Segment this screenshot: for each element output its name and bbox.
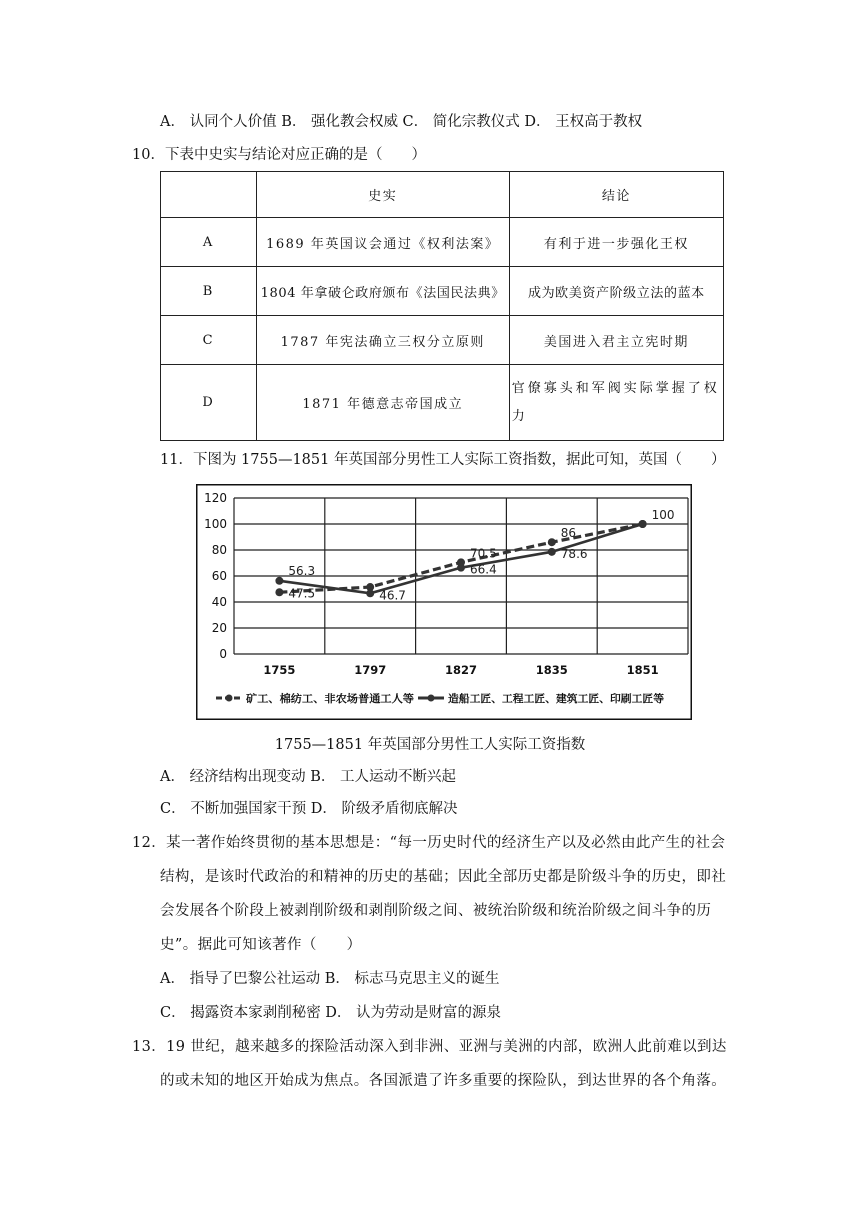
x-tick-label: 1827: [444, 663, 478, 677]
header-option: [161, 172, 257, 218]
y-tick-label: 60: [211, 569, 227, 583]
q12-stem-line3: 会发展各个阶段上被剥削阶级和剥削阶级之间、被统治阶级和统治阶级之间斗争的历: [160, 903, 712, 919]
chart-caption: 1755—1851 年英国部分男性工人实际工资指数: [274, 737, 586, 753]
q13-stem-line1: 13．19 世纪，越来越多的探险活动深入到非洲、亚洲与美洲的内部，欧洲人此前难以到达: [132, 1039, 727, 1055]
row-option: C: [161, 316, 257, 365]
q12-stem-line4: 史”。据此可知该著作（ ）: [160, 937, 362, 953]
table-header-row: [161, 172, 724, 218]
row-conclusion: 成为欧美资产阶级立法的蓝本: [509, 267, 723, 316]
y-tick-label: 120: [204, 491, 227, 505]
table-row: [161, 365, 724, 441]
x-tick-label: 1835: [535, 663, 568, 677]
legend-marker: [226, 695, 233, 702]
series-point: [275, 577, 283, 585]
data-label: 47.5: [288, 586, 316, 601]
data-label: 46.7: [379, 588, 406, 603]
q12-stem-line2: 结构，是该时代政治的和精神的历史的基础；因此全部历史都是阶级斗争的历史，即社: [160, 869, 727, 885]
q11-options-line2: C． 不断加强国家干预 D． 阶级矛盾彻底解决: [160, 801, 458, 817]
x-tick-label: 1851: [626, 663, 659, 677]
series-point: [548, 538, 556, 546]
q11-options-line1: A． 经济结构出现变动 B． 工人运动不断兴起: [160, 769, 456, 785]
row-conclusion: 美国进入君主立宪时期: [509, 316, 723, 365]
data-label: 100: [651, 508, 675, 522]
row-conclusion: 有利于进一步强化王权: [509, 218, 723, 267]
data-label: 66.4: [470, 562, 497, 577]
x-tick-label: 1755: [263, 663, 296, 677]
q12-options-line1: A． 指导了巴黎公社运动 B． 标志马克思主义的诞生: [160, 971, 500, 987]
row-fact: 1689 年英国议会通过《权利法案》: [256, 218, 509, 267]
table-row: [161, 316, 724, 365]
data-label: 86: [560, 526, 577, 541]
q12-options-line2: C． 揭露资本家剥削秘密 D． 认为劳动是财富的源泉: [160, 1005, 502, 1021]
q9-options: A． 认同个人价值 B． 强化教会权威 C． 简化宗教仪式 D． 王权高于教权: [160, 114, 643, 130]
legend-label: 矿工、棉纺工、非农场普通工人等: [246, 693, 404, 705]
data-label: 56.3: [288, 563, 316, 578]
data-label: 70.5: [470, 546, 497, 561]
table-row: [161, 267, 724, 316]
row-fact: 1804 年拿破仑政府颁布《法国民法典》: [256, 267, 509, 316]
series-point: [457, 564, 465, 572]
q12-stem-line1: 12．某一著作始终贯彻的基本思想是：“每一历史时代的经济生产以及必然由此产生的社会: [132, 835, 726, 851]
legend-label: 造船工匠、工程工匠、建筑工匠、印刷工匠等: [448, 693, 658, 705]
series-point: [548, 548, 556, 556]
y-tick-label: 80: [211, 543, 227, 557]
header-conclusion: 结论: [509, 172, 723, 218]
y-tick-label: 0: [219, 647, 227, 661]
x-tick-label: 1797: [354, 663, 387, 677]
series-point: [275, 588, 283, 596]
table-row: [161, 218, 724, 267]
y-tick-label: 20: [211, 621, 227, 635]
y-tick-label: 40: [211, 595, 227, 609]
q13-stem-line2: 的或未知的地区开始成为焦点。各国派遣了许多重要的探险队，到达世界的各个角落。: [160, 1073, 727, 1089]
row-fact: 1787 年宪法确立三权分立原则: [256, 316, 509, 365]
header-fact: 史实: [256, 172, 509, 218]
data-label: 78.6: [560, 546, 588, 561]
facts-table: [160, 171, 724, 441]
row-option: B: [161, 267, 257, 316]
row-option: D: [161, 365, 257, 441]
row-fact: 1871 年德意志帝国成立: [256, 365, 509, 441]
q10-stem: 10．下表中史实与结论对应正确的是（ ）: [132, 147, 426, 163]
q11-stem: 11．下图为 1755—1851 年英国部分男性工人实际工资指数，据此可知，英国（ ）: [160, 452, 726, 468]
wage-index-chart: [196, 484, 692, 720]
row-conclusion: 官僚寡头和军阀实际掌握了权力: [509, 365, 723, 441]
series-point: [366, 589, 374, 597]
legend-marker: [428, 695, 435, 702]
series-point: [639, 520, 647, 528]
row-option: A: [161, 218, 257, 267]
y-tick-label: 100: [204, 517, 227, 531]
